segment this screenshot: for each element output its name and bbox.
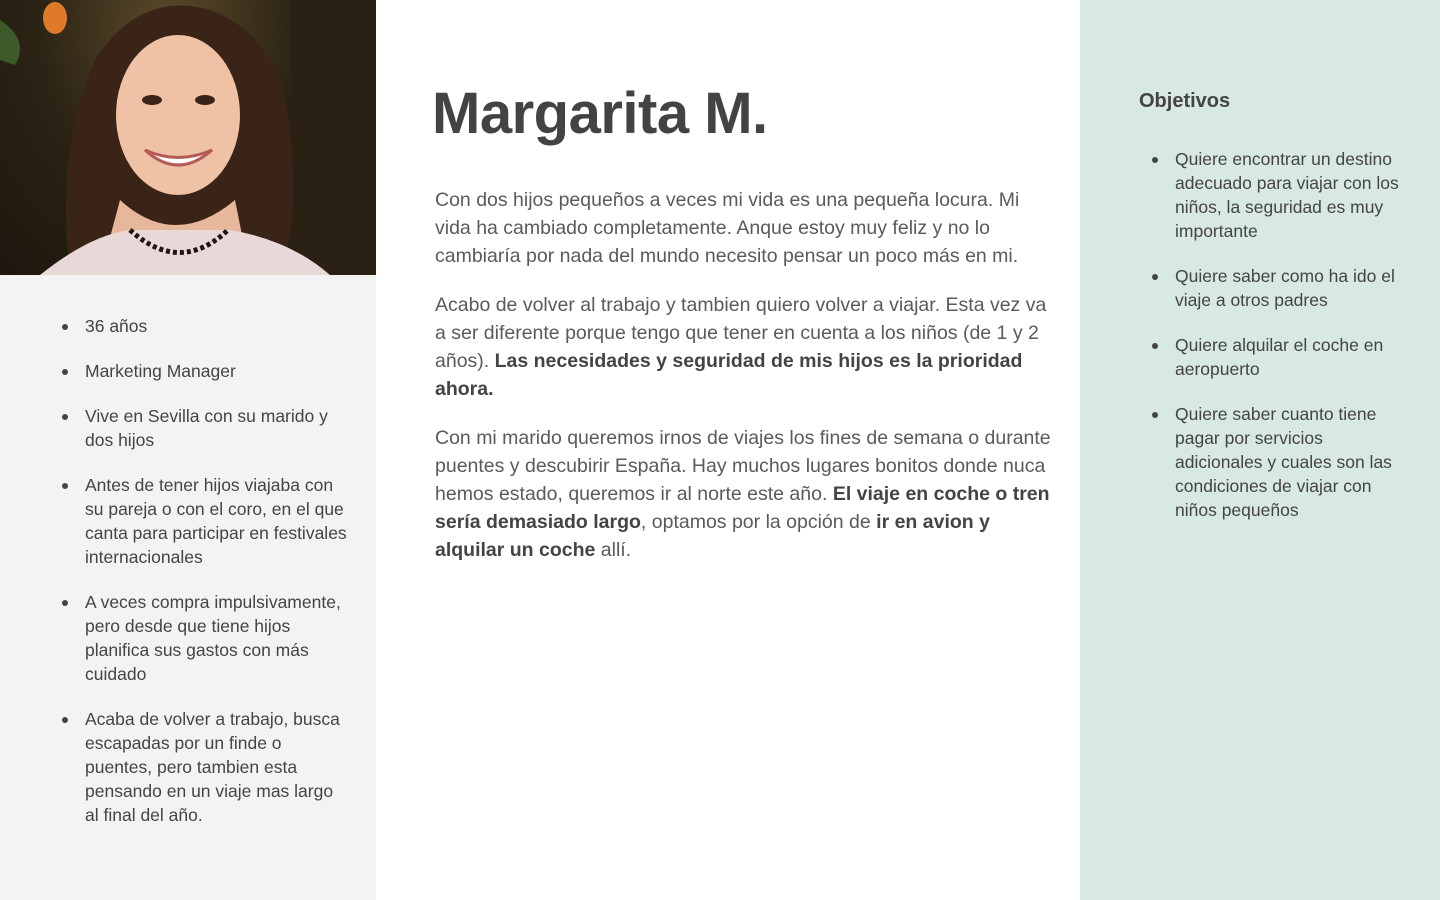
fact-item: Vive en Sevilla con su marido y dos hijos xyxy=(60,404,350,452)
face-shape xyxy=(116,35,240,195)
dark-background xyxy=(290,0,376,275)
persona-bio xyxy=(435,186,1055,585)
bio-paragraph-3 xyxy=(435,424,1055,564)
objectives-list xyxy=(1150,147,1400,543)
portrait-illustration xyxy=(0,0,376,275)
objectives-panel xyxy=(1080,0,1440,900)
bio-text: , optamos por la opción de xyxy=(640,511,877,533)
objective-item: Quiere encontrar un destino adecuado para viajar con los niños, la seguridad es muy importante xyxy=(1150,147,1400,243)
eye-right xyxy=(195,95,215,105)
fact-item: Antes de tener hijos viajaba con su pareja o con el coro, en el que canta para participar en festivales internacionales xyxy=(60,473,350,569)
objective-item: Quiere saber como ha ido el viaje a otros padres xyxy=(1150,264,1400,312)
persona-facts-list xyxy=(60,314,350,848)
objectives-title: Objetivos xyxy=(1139,90,1231,112)
bio-highlight: Las necesidades y seguridad de mis hijos es la prioridad ahora. xyxy=(435,350,1023,400)
objective-item: Quiere saber cuanto tiene pagar por servicios adicionales y cuales son las condiciones de viajar con niños pequeños xyxy=(1150,402,1400,522)
fact-item: Acaba de volver a trabajo, busca escapadas por un finde o puentes, pero tambien esta pensando en un viaje mas largo al final del año. xyxy=(60,707,350,827)
persona-photo xyxy=(0,0,376,275)
bio-highlight: ir en avion y alquilar un coche xyxy=(435,511,990,561)
persona-name: Margarita M. xyxy=(432,81,768,146)
bio-text: Con mi marido queremos irnos de viajes los fines de semana o durante puentes y descubirir España. Hay muchos lugares bonitos donde nuca hemos estado, queremos ir al norte este año. xyxy=(435,427,1051,505)
bio-text: Acabo de volver al trabajo y tambien quiero volver a viajar. Esta vez va a ser diferente porque tengo que tener en cuenta a los niños (de 1 y 2 años). xyxy=(435,294,1047,372)
bio-paragraph-1: Con dos hijos pequeños a veces mi vida es una pequeña locura. Mi vida ha cambiado completamente. Anque estoy muy feliz y no lo cambiaría por nada del mundo necesito pensar un poco más en mi. xyxy=(435,189,1020,267)
bio-paragraph-2 xyxy=(435,291,1055,403)
leaf-shape xyxy=(0,20,20,65)
fact-item: Marketing Manager xyxy=(60,359,350,383)
bio-text: allí. xyxy=(595,539,632,561)
persona-main xyxy=(376,0,1080,900)
fact-item: 36 años xyxy=(60,314,350,338)
background-light xyxy=(43,2,67,34)
objective-item: Quiere alquilar el coche en aeropuerto xyxy=(1150,333,1400,381)
eye-left xyxy=(142,95,162,105)
fact-item: A veces compra impulsivamente, pero desde que tiene hijos planifica sus gastos con más cuidado xyxy=(60,590,350,686)
persona-sidebar xyxy=(0,0,376,900)
bio-highlight: El viaje en coche o tren sería demasiado largo xyxy=(435,483,1050,533)
